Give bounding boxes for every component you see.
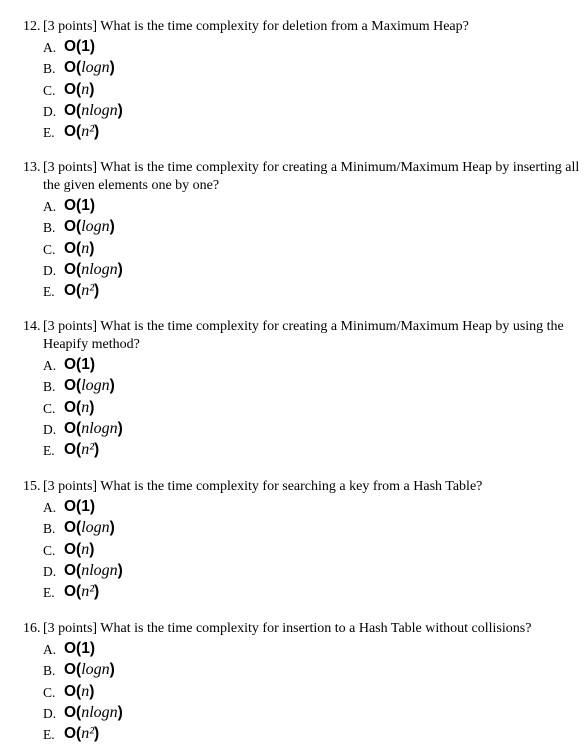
option-b[interactable] xyxy=(23,375,583,396)
option-letter: A. xyxy=(43,500,57,515)
question-number: 12. xyxy=(23,19,41,34)
option-letter: D. xyxy=(43,262,57,278)
option-letter: E. xyxy=(43,727,55,743)
option-value: O(nlogn) xyxy=(64,101,123,119)
option-value: O(nlogn) xyxy=(64,419,123,437)
question-stem xyxy=(23,18,583,36)
option-value: O(1) xyxy=(64,498,96,515)
question-stem xyxy=(23,159,583,195)
option-c[interactable] xyxy=(23,238,583,259)
option-letter: D. xyxy=(43,563,57,579)
option-letter: B. xyxy=(43,379,56,395)
option-value: O(n) xyxy=(64,540,95,558)
option-letter: A. xyxy=(43,199,57,214)
question-stem xyxy=(23,318,583,354)
question-12 xyxy=(23,18,583,142)
option-a[interactable] xyxy=(23,638,583,659)
option-value: O(n²) xyxy=(64,282,100,300)
option-value: O(logn) xyxy=(64,661,115,679)
option-list xyxy=(23,354,583,460)
option-value: O(1) xyxy=(64,38,96,55)
option-value: O(nlogn) xyxy=(64,561,123,579)
question-number: 13. xyxy=(23,160,41,175)
option-e[interactable] xyxy=(23,280,583,301)
option-b[interactable] xyxy=(23,57,583,78)
option-value: O(nlogn) xyxy=(64,260,123,278)
option-letter: E. xyxy=(43,125,55,141)
option-letter: B. xyxy=(43,663,56,679)
option-value: O(n) xyxy=(64,239,95,257)
question-stem xyxy=(23,620,583,638)
option-a[interactable] xyxy=(23,354,583,375)
question-number: 15. xyxy=(23,479,41,494)
option-letter: C. xyxy=(43,400,56,416)
option-e[interactable] xyxy=(23,121,583,142)
option-value: O(n) xyxy=(64,398,95,416)
option-list xyxy=(23,496,583,602)
option-c[interactable] xyxy=(23,681,583,702)
option-value: O(logn) xyxy=(64,218,115,236)
question-text: [3 points] What is the time complexity for searching a key from a Hash Table? xyxy=(43,479,483,494)
option-letter: C. xyxy=(43,684,56,700)
question-text: [3 points] What is the time complexity for creating a Minimum/Maximum Heap by inserting all the given elements one by one? xyxy=(43,160,580,193)
option-letter: D. xyxy=(43,421,57,437)
option-letter: C. xyxy=(43,82,56,98)
question-15 xyxy=(23,478,583,602)
option-b[interactable] xyxy=(23,216,583,237)
option-letter: A. xyxy=(43,642,57,657)
option-letter: D. xyxy=(43,705,57,721)
option-d[interactable] xyxy=(23,702,583,723)
option-letter: E. xyxy=(43,443,55,459)
option-a[interactable] xyxy=(23,36,583,57)
option-c[interactable] xyxy=(23,79,583,100)
option-list xyxy=(23,195,583,301)
option-d[interactable] xyxy=(23,100,583,121)
option-value: O(n²) xyxy=(64,725,100,743)
option-c[interactable] xyxy=(23,397,583,418)
question-number: 16. xyxy=(23,621,41,636)
question-14 xyxy=(23,318,583,460)
option-letter: B. xyxy=(43,521,56,537)
option-b[interactable] xyxy=(23,659,583,680)
option-value: O(n²) xyxy=(64,583,100,601)
question-text: [3 points] What is the time complexity for insertion to a Hash Table without collisions? xyxy=(43,621,532,636)
option-d[interactable] xyxy=(23,418,583,439)
option-letter: C. xyxy=(43,241,56,257)
option-letter: B. xyxy=(43,220,56,236)
option-letter: A. xyxy=(43,358,57,373)
option-letter: B. xyxy=(43,61,56,77)
question-stem xyxy=(23,478,583,496)
option-value: O(logn) xyxy=(64,377,115,395)
question-text: [3 points] What is the time complexity for creating a Minimum/Maximum Heap by using the Heapify method? xyxy=(43,319,564,352)
option-d[interactable] xyxy=(23,259,583,280)
option-e[interactable] xyxy=(23,581,583,602)
option-letter: C. xyxy=(43,542,56,558)
option-value: O(1) xyxy=(64,356,96,373)
option-value: O(n²) xyxy=(64,123,100,141)
option-value: O(nlogn) xyxy=(64,703,123,721)
option-value: O(1) xyxy=(64,640,96,657)
option-list xyxy=(23,36,583,142)
option-value: O(n²) xyxy=(64,441,100,459)
option-value: O(n) xyxy=(64,682,95,700)
option-d[interactable] xyxy=(23,560,583,581)
option-c[interactable] xyxy=(23,539,583,560)
question-13 xyxy=(23,159,583,301)
option-list xyxy=(23,638,583,744)
option-value: O(1) xyxy=(64,197,96,214)
option-value: O(logn) xyxy=(64,59,115,77)
option-b[interactable] xyxy=(23,517,583,538)
option-a[interactable] xyxy=(23,496,583,517)
question-text: [3 points] What is the time complexity for deletion from a Maximum Heap? xyxy=(43,19,469,34)
option-e[interactable] xyxy=(23,723,583,744)
option-letter: D. xyxy=(43,103,57,119)
question-16 xyxy=(23,620,583,744)
question-number: 14. xyxy=(23,319,41,334)
option-e[interactable] xyxy=(23,439,583,460)
option-value: O(n) xyxy=(64,80,95,98)
option-letter: A. xyxy=(43,40,57,55)
option-value: O(logn) xyxy=(64,519,115,537)
option-letter: E. xyxy=(43,585,55,601)
option-letter: E. xyxy=(43,284,55,300)
option-a[interactable] xyxy=(23,195,583,216)
